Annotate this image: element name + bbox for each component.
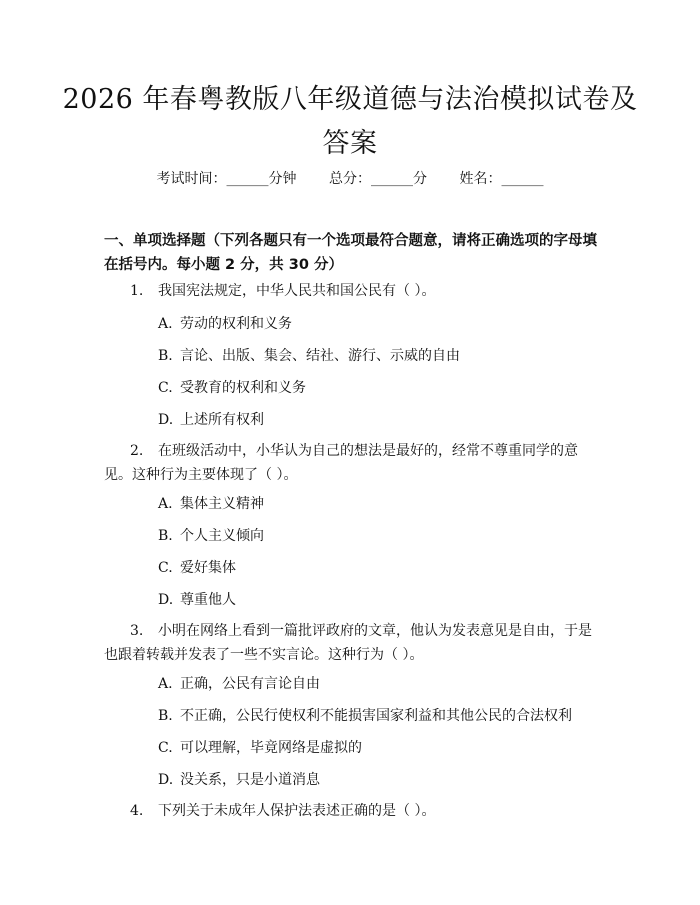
option-text: 不正确，公民行使权利不能损害国家利益和其他公民的合法权利	[180, 708, 572, 724]
question-1	[104, 279, 600, 303]
option-text: 个人主义倾向	[180, 528, 264, 544]
option-1a	[158, 312, 600, 336]
question-text: 我国宪法规定，中华人民共和国公民有（ ）。	[158, 283, 436, 299]
question-number: 4.	[130, 803, 144, 819]
section-heading: 一、单项选择题（下列各题只有一个选项最符合题意，请将正确选项的字母填在括号内。每小题 2 分，共 30 分）	[104, 233, 597, 273]
option-3d	[158, 768, 600, 792]
option-2c	[158, 556, 600, 580]
option-label: D.	[158, 412, 174, 428]
option-text: 劳动的权利和义务	[180, 316, 292, 332]
option-label: A.	[158, 676, 173, 692]
option-1c	[158, 376, 600, 400]
question-number: 1.	[130, 283, 144, 299]
option-label: D.	[158, 772, 174, 788]
option-label: B.	[158, 528, 173, 544]
option-label: C.	[158, 560, 173, 576]
option-2d	[158, 588, 600, 612]
option-text: 言论、出版、集会、结社、游行、示威的自由	[180, 348, 460, 364]
option-text: 爱好集体	[180, 560, 236, 576]
question-4	[104, 799, 600, 823]
question-number: 2.	[130, 443, 144, 459]
option-3b	[158, 704, 600, 728]
option-2a	[158, 492, 600, 516]
question-text: 下列关于未成年人保护法表述正确的是（ ）。	[158, 803, 436, 819]
option-text: 正确，公民有言论自由	[180, 676, 320, 692]
name-label: 姓名：______	[459, 171, 544, 187]
option-text: 受教育的权利和义务	[180, 380, 306, 396]
question-text: 在班级活动中，小华认为自己的想法是最好的，经常不尊重同学的意见。这种行为主要体现了（ ）。	[104, 443, 578, 483]
question-2	[104, 439, 600, 487]
option-1d	[158, 408, 600, 432]
option-label: C.	[158, 740, 173, 756]
option-3a	[158, 672, 600, 696]
option-text: 可以理解，毕竟网络是虚拟的	[180, 740, 362, 756]
option-3c	[158, 736, 600, 760]
option-1b	[158, 344, 600, 368]
option-2b	[158, 524, 600, 548]
option-label: B.	[158, 708, 173, 724]
exam-time-label: 考试时间：______分钟	[156, 171, 297, 187]
option-label: C.	[158, 380, 173, 396]
question-text: 小明在网络上看到一篇批评政府的文章，他认为发表意见是自由，于是也跟着转载并发表了一些不实言论。这种行为（ ）。	[104, 623, 592, 663]
total-score-label: 总分：______分	[329, 171, 427, 187]
option-label: A.	[158, 496, 173, 512]
option-label: D.	[158, 592, 174, 608]
question-3	[104, 619, 600, 667]
option-text: 上述所有权利	[180, 412, 264, 428]
option-label: B.	[158, 348, 173, 364]
option-text: 尊重他人	[180, 592, 236, 608]
option-label: A.	[158, 316, 173, 332]
option-text: 集体主义精神	[180, 496, 264, 512]
option-text: 没关系，只是小道消息	[180, 772, 320, 788]
question-number: 3.	[130, 623, 144, 639]
exam-meta-line	[0, 168, 700, 188]
document-title: 2026 年春粤教版八年级道德与法治模拟试卷及答案	[62, 84, 638, 159]
